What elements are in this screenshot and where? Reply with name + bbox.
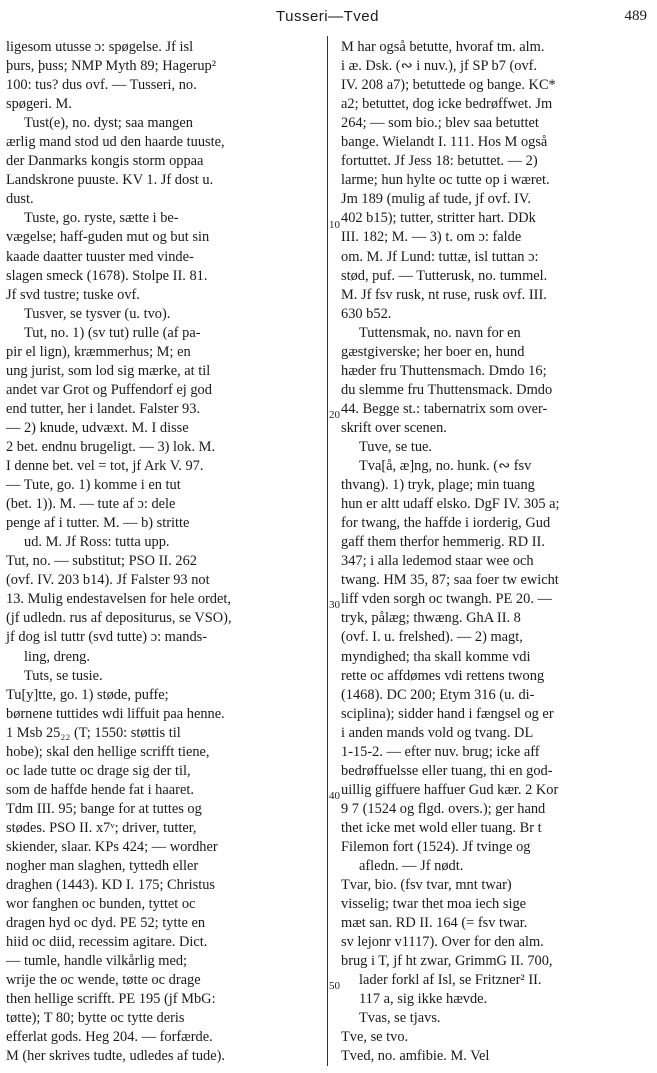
text-line: wrije the oc wende, tøtte oc drage — [6, 972, 201, 989]
text-line: Tvas, se tjavs. — [359, 1010, 441, 1027]
text-line: oc lade tutte oc drage sig der til, — [6, 762, 191, 779]
text-line: for twang, the haffde i iorderig, Gud — [341, 515, 551, 532]
text-line: Tved, no. amfibie. M. Vel — [341, 1048, 490, 1065]
text-line: 13. Mulig endestavelsen for hele ordet, — [6, 591, 231, 608]
text-line: M har også betutte, hvoraf tm. alm. — [341, 39, 545, 55]
line-number-30: 30 — [329, 599, 340, 611]
text-line: hobe); skal den hellige scrifft tiene, — [6, 743, 210, 760]
text-line: Tuve, se tue. — [359, 438, 433, 455]
line-number-20: 20 — [329, 409, 340, 421]
text-line: ud. M. Jf Ross: tutta upp. — [24, 534, 170, 551]
right-column — [341, 38, 651, 1067]
text-line: andet var Grot og Puffendorf ej god — [6, 381, 212, 398]
text-line: wor fanghen oc bunden, tyttet oc — [6, 896, 196, 913]
text-line: 1-15-2. — efter nuv. brug; icke aff — [341, 743, 540, 760]
text-line: M. Jf fsv rusk, nt ruse, rusk ovf. III. — [341, 286, 547, 303]
text-line: 44. Begge st.: tabernatrix som over- — [341, 400, 548, 417]
text-line: sciplina); sidder hand i fængsel og er — [341, 705, 554, 722]
text-line: slagen smeck (1678). Stolpe II. 81. — [6, 267, 208, 284]
text-line: Tut, no. 1) (sv tut) rulle (af pa- — [24, 324, 201, 341]
text-line: børnene tuttides wdi liffuit paa henne. — [6, 705, 225, 722]
text-line: 402 b15); tutter, stritter hart. DDk — [341, 210, 536, 227]
line-number-10: 10 — [329, 219, 340, 231]
text-line: pir el lign), kræmmerhus; M; en — [6, 343, 191, 360]
text-line: Jm 189 (mulig af tude, jf ovf. IV. — [341, 191, 531, 208]
text-line: dust. — [6, 191, 34, 208]
text-line: Tusver, se tysver (u. tvo). — [24, 305, 171, 322]
text-line: 9 7 (1524 og flgd. overs.); ger hand — [341, 800, 546, 817]
line-number-50: 50 — [329, 980, 340, 992]
text-line: stødes. PSO II. x7ᵛ; driver, tutter, — [6, 819, 197, 836]
text-line: — Tute, go. 1) komme i en tut — [6, 477, 181, 494]
text-line: myndighed; tha skall komme vdi — [341, 648, 531, 665]
text-line: hun er altt udaff elsko. DgF IV. 305 a; — [341, 496, 560, 513]
text-line: tryk, pålæg; thwæng. GhA II. 8 — [341, 610, 521, 627]
text-line: 347; i alla ledemod staar wee och — [341, 553, 534, 570]
text-line: (bet. 1)). M. — tute af ɔ: dele — [6, 496, 176, 513]
text-line: efferlat gods. Heg 204. — forfærde. — [6, 1029, 213, 1046]
text-line: fortuttet. Jf Jess 18: betuttet. — 2) — [341, 153, 538, 170]
text-line: I denne bet. vel = tot, jf Ark V. 97. — [6, 458, 204, 475]
text-line: draghen (1443). KD I. 175; Christus — [6, 877, 216, 894]
text-line: i anden mands vold og tvang. DL — [341, 724, 534, 741]
text-line: — 2) knude, udvæxt. M. I disse — [6, 419, 189, 436]
text-line: Tva[å, æ]ng, no. hunk. (∾ fsv — [359, 458, 532, 475]
text-line: som de haffde hende fat i haaret. — [6, 781, 194, 798]
text-line: thvang). 1) tryk, plage; min tuang — [341, 477, 535, 494]
text-line: then hellige scrifft. PE 195 (jf MbG: — [6, 991, 216, 1008]
text-line: 100: tus? dus ovf. — Tusseri, no. — [6, 77, 197, 94]
text-line: stød, puf. — Tutterusk, no. tummel. — [341, 267, 548, 284]
text-line: Tdm III. 95; bange for at tuttes og — [6, 800, 202, 817]
text-line: lader forkl af Isl, se Fritzner² II. — [359, 972, 542, 989]
text-line: end tutter, her i landet. Falster 93. — [6, 400, 201, 417]
text-line: 1 Msb 25₂₂ (T; 1550: støttis til — [6, 724, 181, 741]
text-line: i æ. Dsk. (∾ i nuv.), jf SP b7 (ovf. — [341, 58, 538, 75]
text-line: 117 a, sig ikke hævde. — [359, 991, 488, 1008]
text-line: rette oc affdømes vdi rettens twong — [341, 667, 545, 684]
text-line: Tuts, se tusie. — [24, 667, 103, 684]
text-line: M (her skrives tudte, udledes af tude). — [6, 1048, 225, 1065]
text-line: gæstgiverske; her boer en, hund — [341, 343, 525, 360]
text-line: 264; — som bio.; blev saa betuttet — [341, 115, 539, 132]
text-line: gaff them therfor hemmerig. RD II. — [341, 534, 545, 551]
text-line: Tust(e), no. dyst; saa mangen — [24, 115, 193, 132]
text-line: mæt san. RD II. 164 (= fsv twar. — [341, 915, 528, 932]
text-line: bange. Wielandt I. 111. Hos M også — [341, 134, 548, 151]
text-line: (ovf. I. u. frelshed). — 2) magt, — [341, 629, 523, 646]
text-line: afledn. — Jf nødt. — [359, 858, 464, 875]
text-line: (ovf. IV. 203 b14). Jf Falster 93 not — [6, 572, 210, 589]
text-line: du slemme fru Thuttensmack. Dmdo — [341, 381, 553, 398]
text-line: IV. 208 a7); betuttede og bange. KC* — [341, 77, 556, 94]
text-line: penge af i tutter. M. — b) stritte — [6, 515, 190, 532]
left-column — [6, 38, 318, 1067]
text-line: Landskrone puuste. KV 1. Jf dost u. — [6, 172, 214, 189]
text-line: hiid oc diid, recessim agitare. Dict. — [6, 934, 208, 951]
text-line: jf dog isl tuttr (svd tutte) ɔ: mands- — [6, 629, 208, 646]
text-line: Filemon fort (1524). Jf tvinge og — [341, 838, 531, 855]
text-line: ærlig mand stod ud den haarde tuuste, — [6, 134, 225, 151]
text-line: bedrøffuelsse eller tuang, thi en god- — [341, 762, 553, 779]
text-line: Tve, se tvo. — [341, 1029, 409, 1046]
text-line: skrift over scenen. — [341, 419, 447, 436]
text-line: ligesom utusse ɔ: spøgelse. Jf isl — [6, 39, 194, 55]
text-line: Jf svd tustre; tuske ovf. — [6, 286, 140, 303]
text-line: 630 b52. — [341, 305, 392, 322]
text-line: uillig giffuere haffuer Gud kær. 2 Kor — [341, 781, 559, 798]
text-line: ung jurist, som lod sig mærke, at til — [6, 362, 211, 379]
text-line: Tuttensmak, no. navn for en — [359, 324, 521, 341]
text-line: twang. HM 35, 87; saa foer tw ewicht — [341, 572, 559, 589]
text-line: liff vden sorgh oc twangh. PE 20. — — [341, 591, 552, 608]
text-line: ling, dreng. — [24, 648, 90, 665]
text-line: Tu[y]tte, go. 1) støde, puffe; — [6, 686, 169, 703]
text-line: Tvar, bio. (fsv tvar, mnt twar) — [341, 877, 512, 894]
text-line: nogher man slaghen, tyttedh eller — [6, 858, 199, 875]
text-line: skiender, slaar. KPs 424; — wordher — [6, 838, 218, 855]
text-line: 2 bet. endnu brugeligt. — 3) lok. M. — [6, 438, 216, 455]
text-line: a2; betuttet, dog icke bedrøffwet. Jm — [341, 96, 553, 113]
text-line: hæder fru Thuttensmach. Dmdo 16; — [341, 362, 547, 379]
text-line: tøtte); T 80; bytte oc tytte deris — [6, 1010, 185, 1027]
line-number-40: 40 — [329, 790, 340, 802]
text-line: sv lejonr v1117). Over for den alm. — [341, 934, 544, 951]
text-line: (jf udledn. rus af depositurus, se VSO), — [6, 610, 232, 627]
text-line: brug i T, jf ht zwar, GrimmG II. 700, — [341, 953, 553, 970]
text-line: (1468). DC 200; Etym 316 (u. di- — [341, 686, 535, 703]
text-line: visselig; twar thet moa iech sige — [341, 896, 527, 913]
text-line: vægelse; haff-guden mut og but sin — [6, 229, 210, 246]
text-line: der Danmarks kongis storm oppaa — [6, 153, 204, 170]
text-line: — tumle, handle vilkårlig med; — [6, 953, 188, 970]
text-line: larme; hun hylte oc tutte op i wæret. — [341, 172, 550, 189]
text-line: III. 182; M. — 3) t. om ɔ: falde — [341, 229, 522, 246]
text-line: Tut, no. — substitut; PSO II. 262 — [6, 553, 197, 570]
text-line: om. M. Jf Lund: tuttæ, isl tuttan ɔ: — [341, 248, 539, 265]
page-number: 489 — [624, 8, 647, 24]
header-title: Tusseri—Tved — [276, 8, 379, 25]
text-line: dragen hyd oc dyd. PE 52; tytte en — [6, 915, 206, 932]
text-line: kaade daatter tuuster med vinde- — [6, 248, 194, 265]
running-header — [0, 4, 657, 30]
column-divider — [327, 36, 328, 1066]
text-line: Tuste, go. ryste, sætte i be- — [24, 210, 179, 227]
text-line: thet icke met wold eller tuang. Br t — [341, 819, 542, 836]
text-line: þurs, þuss; NMP Myth 89; Hagerup² — [6, 58, 217, 75]
text-line: spøgeri. M. — [6, 96, 72, 113]
